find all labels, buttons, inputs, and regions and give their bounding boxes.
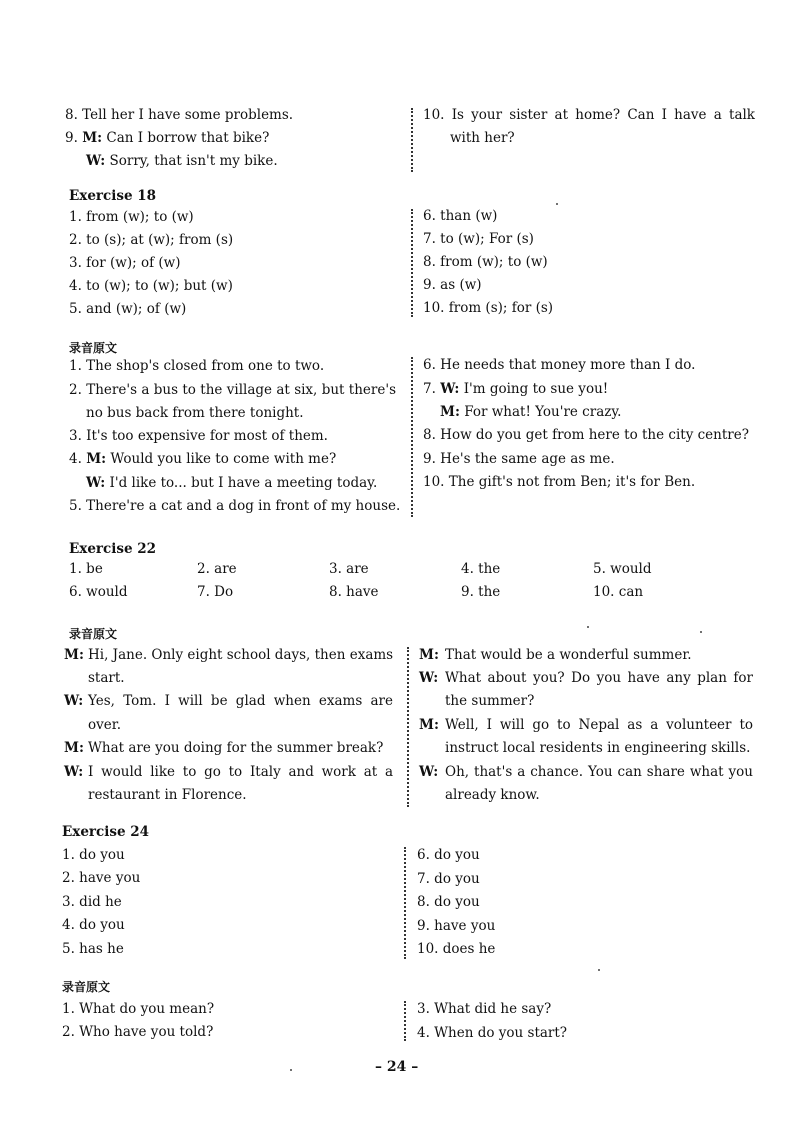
item-number: 4. — [69, 451, 82, 467]
top-item-9-line-2 — [86, 152, 278, 170]
column-divider — [411, 357, 413, 517]
transcript-title: 录音原文 — [69, 341, 118, 355]
speaker-label: M: — [419, 647, 439, 663]
tr18-item-2-line-1: 2. There's a bus to the village at six, but there's — [69, 382, 396, 398]
speaker-label: M: — [440, 404, 460, 420]
ex24-answer: 4. do you — [62, 917, 125, 933]
speaker-label: M: — [86, 451, 107, 467]
top-item-9-line-1 — [65, 129, 269, 147]
speaker-label: M: — [419, 717, 439, 733]
tr24-item: 2. Who have you told? — [62, 1024, 214, 1040]
tr18-item-10: 10. The gift's not from Ben; it's for Ben. — [423, 474, 696, 490]
tr18-item-5: 5. There're a cat and a dog in front of my house. — [69, 498, 401, 514]
tr22-line: Oh, that's a chance. You can share what you — [445, 764, 753, 780]
ex22-answer: 9. the — [461, 584, 501, 600]
ex22-answer: 1. be — [69, 561, 103, 577]
tr24-item: 1. What do you mean? — [62, 1001, 215, 1017]
item-number: 7. — [423, 381, 436, 397]
tr18-item-9: 9. He's the same age as me. — [423, 451, 615, 467]
ex18-answer: 1. from (w); to (w) — [69, 209, 194, 225]
tr22-line: restaurant in Florence. — [88, 787, 247, 803]
exercise-18-title: Exercise 18 — [69, 188, 157, 204]
tr22-line: What about you? Do you have any plan for — [445, 670, 753, 686]
tr18-item-4-line-2 — [86, 474, 377, 492]
column-divider — [404, 847, 406, 959]
scan-speck — [598, 969, 600, 971]
utterance: I'm going to sue you! — [459, 381, 609, 397]
ex22-answer: 2. are — [197, 561, 237, 577]
speaker-label: M: — [64, 647, 84, 663]
speaker-label: W: — [86, 475, 106, 491]
ex24-answer: 2. have you — [62, 870, 141, 886]
ex24-answer: 10. does he — [417, 941, 496, 957]
utterance: Would you like to come with me? — [106, 451, 337, 467]
ex24-answer: 5. has he — [62, 941, 124, 957]
tr22-line: over. — [88, 717, 122, 733]
speaker-label: W: — [64, 764, 84, 780]
transcript-title: 录音原文 — [62, 980, 111, 994]
ex22-answer: 10. can — [593, 584, 644, 600]
ex18-answer: 3. for (w); of (w) — [69, 255, 181, 271]
tr18-item-6: 6. He needs that money more than I do. — [423, 357, 696, 373]
ex18-answer: 8. from (w); to (w) — [423, 254, 548, 270]
ex24-answer: 3. did he — [62, 894, 122, 910]
ex18-answer: 5. and (w); of (w) — [69, 301, 187, 317]
transcript-title: 录音原文 — [69, 627, 118, 641]
tr24-item: 4. When do you start? — [417, 1025, 568, 1041]
utterance: I'd like to... but I have a meeting today. — [105, 475, 378, 491]
top-item-10-line-1: 10. Is your sister at home? Can I have a talk — [423, 107, 755, 123]
tr18-item-4-line-1 — [69, 450, 336, 468]
scan-speck — [587, 626, 589, 628]
scan-speck — [700, 631, 702, 633]
speaker-label: W: — [64, 693, 84, 709]
ex24-answer: 9. have you — [417, 918, 496, 934]
speaker-label: W: — [419, 764, 439, 780]
speaker-label: W: — [440, 381, 460, 397]
tr22-line: That would be a wonderful summer. — [445, 647, 692, 663]
tr22-line: I would like to go to Italy and work at a — [88, 764, 393, 780]
ex22-answer: 5. would — [593, 561, 652, 577]
exercise-24-title: Exercise 24 — [62, 824, 150, 840]
tr22-line: start. — [88, 670, 125, 686]
page-number: – 24 – — [375, 1059, 419, 1075]
ex18-answer: 10. from (s); for (s) — [423, 300, 554, 316]
speaker-label: M: — [82, 130, 103, 146]
ex22-answer: 7. Do — [197, 584, 234, 600]
tr18-item-1: 1. The shop's closed from one to two. — [69, 358, 325, 374]
item-number: 9. — [65, 130, 78, 146]
utterance: For what! You're crazy. — [459, 404, 622, 420]
ex24-answer: 8. do you — [417, 894, 480, 910]
column-divider — [407, 647, 409, 807]
column-divider — [411, 209, 413, 317]
ex18-answer: 4. to (w); to (w); but (w) — [69, 278, 233, 294]
ex22-answer: 3. are — [329, 561, 369, 577]
speaker-label: W: — [419, 670, 439, 686]
tr22-line: What are you doing for the summer break? — [88, 740, 384, 756]
column-divider — [411, 108, 413, 172]
tr18-item-8: 8. How do you get from here to the city centre? — [423, 427, 749, 443]
exercise-22-title: Exercise 22 — [69, 541, 157, 557]
tr18-item-7-line-1 — [423, 380, 608, 398]
scan-speck — [556, 203, 558, 205]
utterance: Can I borrow that bike? — [102, 130, 270, 146]
ex22-answer: 8. have — [329, 584, 379, 600]
ex18-answer: 6. than (w) — [423, 208, 498, 224]
tr22-line: Well, I will go to Nepal as a volunteer to — [445, 717, 753, 733]
speaker-label: W: — [86, 153, 106, 169]
column-divider — [404, 1001, 406, 1041]
ex18-answer: 9. as (w) — [423, 277, 482, 293]
tr22-line: Hi, Jane. Only eight school days, then exams — [88, 647, 394, 663]
tr18-item-3: 3. It's too expensive for most of them. — [69, 428, 328, 444]
ex18-answer: 7. to (w); For (s) — [423, 231, 534, 247]
ex18-answer: 2. to (s); at (w); from (s) — [69, 232, 234, 248]
top-item-10-line-2: with her? — [450, 130, 515, 146]
tr24-item: 3. What did he say? — [417, 1001, 552, 1017]
tr22-line: instruct local residents in engineering skills. — [445, 740, 751, 756]
utterance: Sorry, that isn't my bike. — [105, 153, 278, 169]
ex24-answer: 6. do you — [417, 847, 480, 863]
ex24-answer: 7. do you — [417, 871, 480, 887]
top-item-8: 8. Tell her I have some problems. — [65, 107, 294, 123]
ex24-answer: 1. do you — [62, 847, 125, 863]
tr22-line: the summer? — [445, 693, 535, 709]
ex22-answer: 6. would — [69, 584, 128, 600]
tr22-line: already know. — [445, 787, 540, 803]
speaker-label: M: — [64, 740, 84, 756]
tr18-item-2-line-2: no bus back from there tonight. — [86, 405, 304, 421]
tr18-item-7-line-2 — [440, 403, 621, 421]
tr22-line: Yes, Tom. I will be glad when exams are — [88, 693, 393, 709]
ex22-answer: 4. the — [461, 561, 501, 577]
scan-speck — [290, 1069, 292, 1071]
